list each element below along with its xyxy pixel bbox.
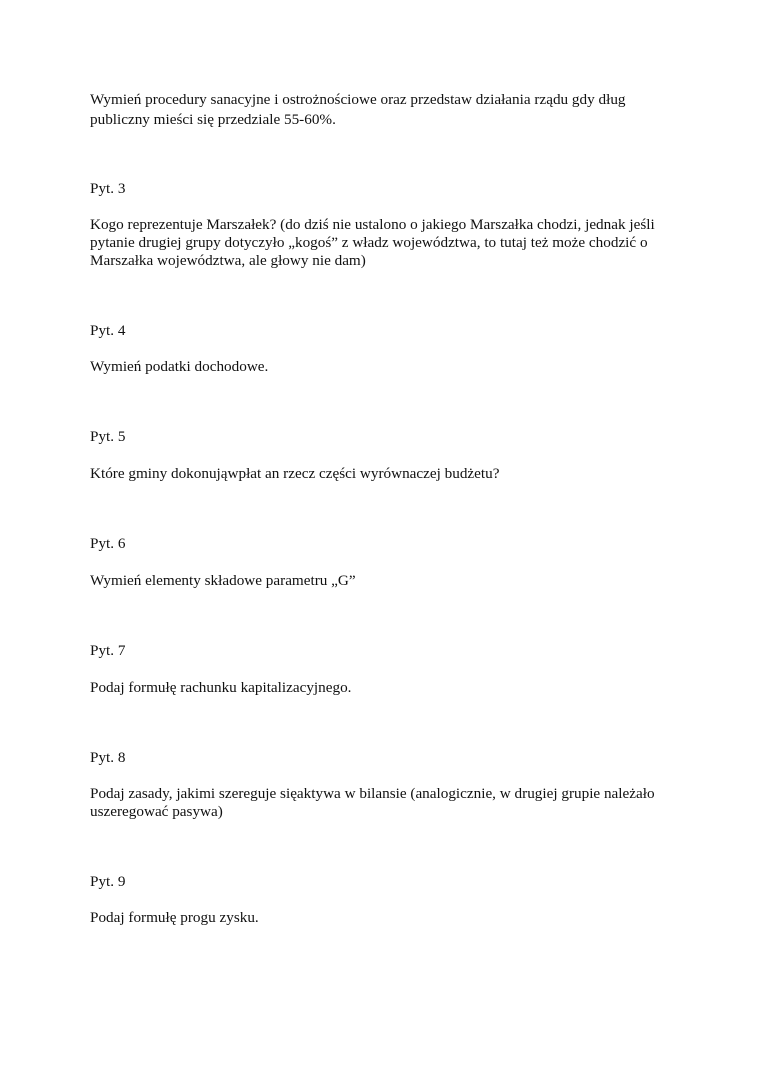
question-3-text-line-1: Kogo reprezentuje Marszałek? (do dziś nie ustalono o jakiego Marszałka chodzi, jednak jeśli [90, 216, 655, 233]
question-6-text: Wymień elementy składowe parametru „G” [90, 572, 356, 589]
question-3-text-line-3: Marszałka województwa, ale głowy nie dam) [90, 252, 366, 269]
question-4-text: Wymień podatki dochodowe. [90, 358, 269, 375]
question-4-heading: Pyt. 4 [90, 322, 126, 339]
question-7-text: Podaj formułę rachunku kapitalizacyjnego. [90, 679, 352, 696]
question-9-heading: Pyt. 9 [90, 873, 126, 890]
question-3-heading: Pyt. 3 [90, 180, 126, 197]
question-9-text: Podaj formułę progu zysku. [90, 909, 259, 926]
intro-text-line-1: Wymień procedury sanacyjne i ostrożnościowe oraz przedstaw działania rządu gdy dług [90, 91, 626, 108]
question-8-text-line-2: uszeregować pasywa) [90, 803, 223, 820]
question-5-text: Które gminy dokonująwpłat an rzecz części wyrównaczej budżetu? [90, 465, 500, 482]
question-8-text-line-1: Podaj zasady, jakimi szereguje sięaktywa w bilansie (analogicznie, w drugiej grupie należało [90, 785, 655, 802]
question-5-heading: Pyt. 5 [90, 428, 126, 445]
question-7-heading: Pyt. 7 [90, 642, 126, 659]
question-6-heading: Pyt. 6 [90, 535, 126, 552]
question-8-heading: Pyt. 8 [90, 749, 126, 766]
intro-text-line-2: publiczny mieści się przedziale 55-60%. [90, 111, 336, 128]
question-3-text-line-2: pytanie drugiej grupy dotyczyło „kogoś” z władz województwa, to tutaj też może chodzić o [90, 234, 648, 251]
